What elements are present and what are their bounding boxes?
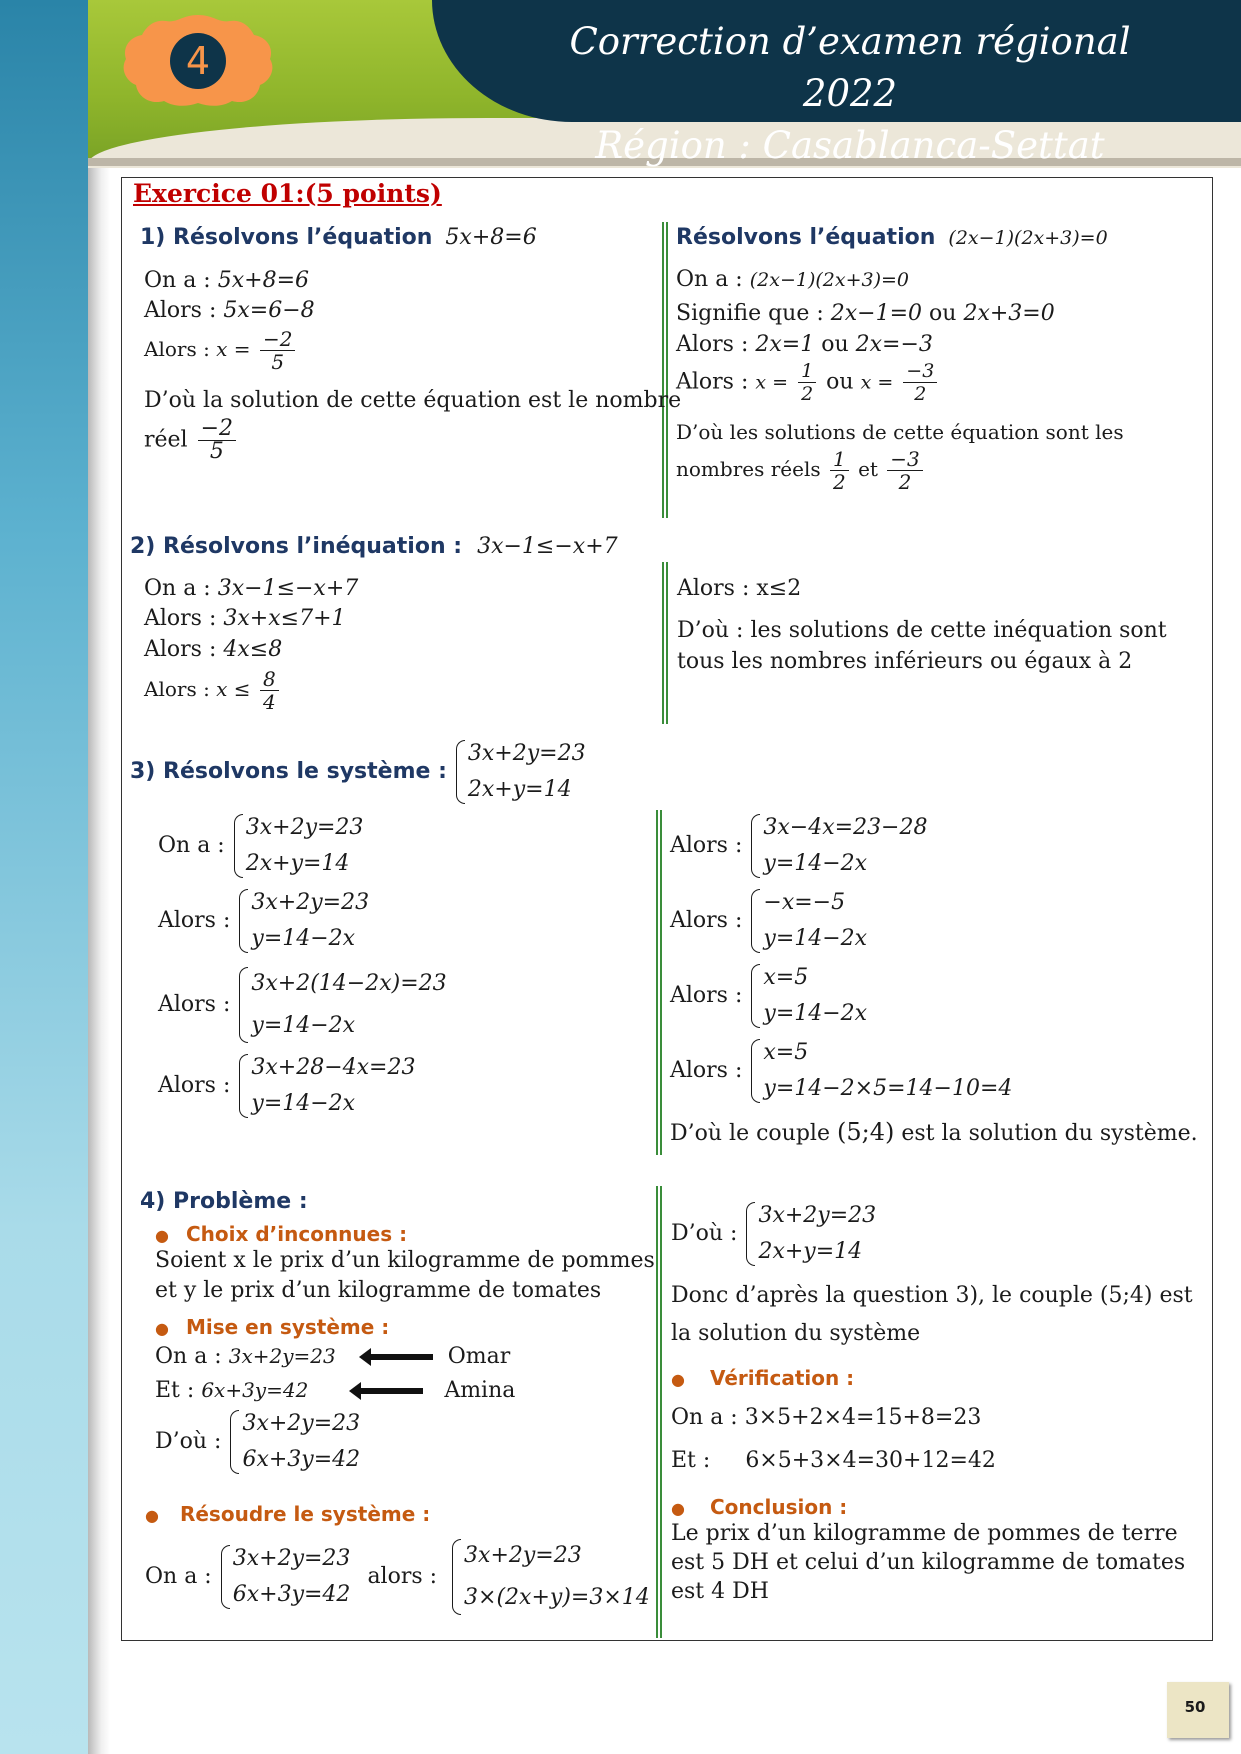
equation: y=14−2x xyxy=(251,926,356,951)
chapter-badge xyxy=(118,13,278,108)
q3-right-step xyxy=(670,1035,1012,1107)
q4-right-system xyxy=(671,1198,876,1270)
system xyxy=(450,1535,650,1619)
equation: y=14−2x xyxy=(763,851,868,876)
page-title xyxy=(540,16,1160,172)
denominator: 4 xyxy=(262,690,276,714)
label: On a : xyxy=(144,576,211,601)
system xyxy=(749,1035,1012,1107)
q1-conclusion-1: D’où la solution de cette équation est le nombre xyxy=(144,388,682,413)
math: 2x=1 xyxy=(755,332,815,357)
q3-right-step xyxy=(670,885,867,957)
label: Alors : xyxy=(144,606,217,631)
equation: y=14−2x xyxy=(251,1013,356,1038)
label: Alors : xyxy=(670,908,743,933)
numerator: 8 xyxy=(260,668,279,691)
q1b-line1 xyxy=(676,266,909,294)
equation: 3x+2y=23 xyxy=(242,1411,361,1436)
denominator: 2 xyxy=(898,470,912,494)
person-name: Omar xyxy=(447,1344,511,1369)
equation: 3×(2x+y)=3×14 xyxy=(464,1585,650,1610)
equation: x=5 xyxy=(763,1040,809,1065)
q1-line1 xyxy=(144,267,309,295)
q2-line1 xyxy=(144,575,358,603)
text: est la solution du système. xyxy=(901,1121,1198,1146)
math: 5x+8=6 xyxy=(217,268,309,293)
subheading: Conclusion : xyxy=(709,1495,848,1519)
equation: 3x+2y=23 xyxy=(251,890,370,915)
q4-verif-row xyxy=(671,1364,854,1394)
system xyxy=(228,1406,360,1478)
math: 3x−1≤−x+7 xyxy=(217,576,359,601)
system xyxy=(749,960,867,1032)
math: 6×5+3×4=30+12=42 xyxy=(745,1448,996,1473)
person-name: Amina xyxy=(444,1378,516,1403)
math: 4x≤8 xyxy=(223,637,283,662)
math: x = xyxy=(755,371,789,394)
q4-verif-2 xyxy=(671,1447,996,1475)
equation: y=14−2x xyxy=(251,1091,356,1116)
fraction xyxy=(903,360,937,405)
q1b-conclusion-2 xyxy=(676,448,926,493)
numerator: −3 xyxy=(903,360,937,383)
text: ou xyxy=(929,301,957,326)
text: D’où le couple xyxy=(670,1121,830,1146)
q2-inequation: 3x−1≤−x+7 xyxy=(477,534,618,559)
equation: 3x+2y=23 xyxy=(232,1546,351,1571)
q4-choix-row xyxy=(155,1220,407,1250)
math: x ≤ xyxy=(216,677,251,701)
equation: 2x+y=14 xyxy=(245,851,350,876)
text: et xyxy=(858,457,878,481)
text: alors : xyxy=(367,1564,438,1589)
q1-conclusion-2 xyxy=(144,418,239,463)
system xyxy=(232,810,364,882)
math: 2x−1=0 xyxy=(830,301,923,326)
q3-left-step xyxy=(158,810,363,882)
equation: 2x+y=14 xyxy=(758,1239,863,1264)
equation: 6x+3y=42 xyxy=(242,1447,361,1472)
q3-conclusion xyxy=(670,1118,1198,1148)
equation: x=5 xyxy=(763,965,809,990)
label: Alors : xyxy=(144,298,217,323)
equation: y=14−2x xyxy=(763,1001,868,1026)
equation: −x=−5 xyxy=(763,890,846,915)
system xyxy=(237,963,446,1047)
q1-heading: 1) Résolvons l’équation xyxy=(140,225,433,250)
bullet-icon: ● xyxy=(671,1499,685,1518)
fraction xyxy=(798,360,816,405)
math: 3×5+2×4=15+8=23 xyxy=(744,1405,982,1430)
label: On a : xyxy=(145,1564,212,1589)
label: Signifie que : xyxy=(676,301,824,326)
column-divider xyxy=(656,1186,662,1638)
label: Alors : xyxy=(670,833,743,858)
q4-donc-1: Donc d’après la question 3), le couple (5;4) est xyxy=(671,1283,1193,1308)
q2-conclusion-2: tous les nombres inférieurs ou égaux à 2 xyxy=(677,649,1133,674)
numerator: 1 xyxy=(830,448,849,471)
math: 3x+x≤7+1 xyxy=(223,606,346,631)
bullet-icon: ● xyxy=(671,1370,685,1389)
subheading: Choix d’inconnues : xyxy=(185,1222,408,1246)
q3-left-step xyxy=(158,1050,416,1122)
title-line-2: Région : Casablanca-Settat xyxy=(595,124,1105,167)
q4-conclusion-2: est 5 DH et celui d’un kilogramme de tomates xyxy=(671,1550,1186,1575)
sidebar-stripe xyxy=(0,0,90,1754)
denominator: 2 xyxy=(801,383,814,405)
label: Alors : xyxy=(158,908,231,933)
text: réel xyxy=(144,427,188,453)
title-line-1: Correction d’examen régional 2022 xyxy=(569,20,1131,115)
subheading: Vérification : xyxy=(709,1366,855,1390)
equation: 3x+2y=23 xyxy=(245,815,364,840)
page-number-tab xyxy=(1167,1682,1229,1738)
q4-verif-1 xyxy=(671,1404,981,1432)
system xyxy=(219,1541,351,1613)
denominator: 2 xyxy=(914,383,927,405)
label: Alors : xyxy=(670,1058,743,1083)
q1b-conclusion-1: D’où les solutions de cette équation sont les xyxy=(676,420,1124,444)
system xyxy=(749,885,867,957)
label: Alors : xyxy=(158,1073,231,1098)
system xyxy=(237,1050,415,1122)
q3-left-step xyxy=(158,885,369,957)
math: (2x−1)(2x+3)=0 xyxy=(749,269,910,291)
equation: 3x+2y=23 xyxy=(758,1203,877,1228)
equation: 2x+y=14 xyxy=(467,777,572,802)
equation: y=14−2x xyxy=(763,926,868,951)
q1-line2 xyxy=(144,297,315,325)
q2-heading: 2) Résolvons l’inéquation : xyxy=(130,534,463,559)
q4-conclusion-1: Le prix d’un kilogramme de pommes de terre xyxy=(671,1521,1178,1546)
subheading: Résoudre le système : xyxy=(179,1502,431,1526)
q2-line2 xyxy=(144,605,346,633)
label: On a : xyxy=(144,268,211,293)
label: Alors : xyxy=(144,637,217,662)
q1-equation: 5x+8=6 xyxy=(445,225,537,250)
system xyxy=(237,885,369,957)
column-divider xyxy=(656,810,662,1155)
label: Et : xyxy=(155,1378,195,1403)
arrow-left-icon xyxy=(359,1388,423,1394)
numerator: −3 xyxy=(887,448,922,471)
label: On a : xyxy=(158,833,225,858)
q2-heading-row xyxy=(130,533,618,561)
q2-line3 xyxy=(144,636,282,664)
math: 6x+3y=42 xyxy=(201,1378,309,1402)
denominator: 5 xyxy=(271,350,285,374)
math: x = xyxy=(860,371,894,394)
label: On a : xyxy=(155,1344,222,1369)
numerator: −2 xyxy=(260,328,295,351)
label: Alors : xyxy=(144,337,210,361)
q4-equation-omar xyxy=(155,1342,510,1371)
equation: 3x+2y=23 xyxy=(464,1543,582,1568)
fraction xyxy=(887,448,922,493)
label: D’où : xyxy=(671,1221,738,1246)
system xyxy=(744,1198,876,1270)
math: x = xyxy=(216,337,251,361)
q1b-line4 xyxy=(676,360,940,405)
label: Et : xyxy=(671,1448,711,1473)
q4-soient-1: Soient x le prix d’un kilogramme de pommes xyxy=(155,1248,655,1273)
q3-heading-row xyxy=(130,736,586,808)
equation: 6x+3y=42 xyxy=(232,1582,351,1607)
math: 5x=6−8 xyxy=(223,298,315,323)
q4-resolve-line xyxy=(145,1535,650,1619)
numerator: 1 xyxy=(798,360,816,383)
equation: 3x−4x=23−28 xyxy=(763,815,928,840)
label: Alors : xyxy=(676,332,749,357)
q4-resoudre-row xyxy=(145,1500,430,1530)
math: (5;4) xyxy=(836,1118,895,1146)
bullet-icon: ● xyxy=(155,1319,169,1338)
q1b-line2 xyxy=(676,300,1055,328)
q1b-heading-row xyxy=(676,224,1108,252)
equation: y=14−2×5=14−10=4 xyxy=(763,1076,1013,1101)
subheading: Mise en système : xyxy=(185,1315,390,1339)
label: Alors : xyxy=(158,992,231,1017)
column-divider xyxy=(662,222,668,518)
page-number: 50 xyxy=(1184,1698,1206,1716)
arrow-left-icon xyxy=(369,1354,433,1360)
label: Alors : xyxy=(676,369,749,395)
fraction xyxy=(260,668,279,713)
label: On a : xyxy=(676,267,743,292)
q4-soient-2: et y le prix d’un kilogramme de tomates xyxy=(155,1278,602,1303)
exercise-title: Exercice 01:(5 points) xyxy=(133,179,442,208)
column-divider xyxy=(662,562,668,724)
q1-heading-row xyxy=(140,224,537,252)
math: 3x+2y=23 xyxy=(228,1344,336,1368)
q2-conclusion-1: D’où : les solutions de cette inéquation sont xyxy=(677,618,1167,643)
q4-conclusion-row xyxy=(671,1493,847,1523)
equation: 3x+2y=23 xyxy=(467,741,586,766)
label: On a : xyxy=(671,1405,738,1430)
fraction xyxy=(198,418,236,463)
q1b-heading: Résolvons l’équation xyxy=(676,225,936,250)
text: nombres réels xyxy=(676,457,821,481)
label: Alors : xyxy=(144,677,210,701)
q2-result: Alors : x≤2 xyxy=(677,576,802,601)
q2-line4 xyxy=(144,668,282,713)
q4-heading: 4) Problème : xyxy=(140,1189,308,1214)
equation: 3x+28−4x=23 xyxy=(251,1055,416,1080)
label: D’où : xyxy=(155,1429,222,1454)
q4-equation-amina xyxy=(155,1376,515,1405)
fraction xyxy=(830,448,849,493)
label: Alors : xyxy=(670,983,743,1008)
system xyxy=(749,810,927,882)
sidebar-shadow xyxy=(88,0,110,1754)
numerator: −2 xyxy=(198,418,236,441)
q4-mise-row xyxy=(155,1313,389,1343)
equation: 3x+2(14−2x)=23 xyxy=(251,971,447,996)
q4-conclusion-3: est 4 DH xyxy=(671,1579,769,1604)
q3-heading: 3) Résolvons le système : xyxy=(130,759,447,784)
math: 2x+3=0 xyxy=(963,301,1055,326)
q4-donc-2: la solution du système xyxy=(671,1321,921,1346)
denominator: 2 xyxy=(832,470,846,494)
chapter-number: 4 xyxy=(185,39,211,83)
q4-system xyxy=(155,1406,360,1478)
denominator: 5 xyxy=(209,439,224,464)
q3-right-step xyxy=(670,810,928,882)
q3-right-step xyxy=(670,960,867,1032)
q3-left-step xyxy=(158,963,447,1047)
system xyxy=(454,736,586,808)
bullet-icon: ● xyxy=(145,1506,159,1525)
q1b-equation: (2x−1)(2x+3)=0 xyxy=(948,227,1108,249)
q1-line3 xyxy=(144,328,298,373)
math: 2x=−3 xyxy=(855,332,933,357)
fraction xyxy=(260,328,295,373)
q1b-line3 xyxy=(676,331,933,359)
text: ou xyxy=(821,332,849,357)
text: ou xyxy=(826,369,854,395)
bullet-icon: ● xyxy=(155,1226,169,1245)
